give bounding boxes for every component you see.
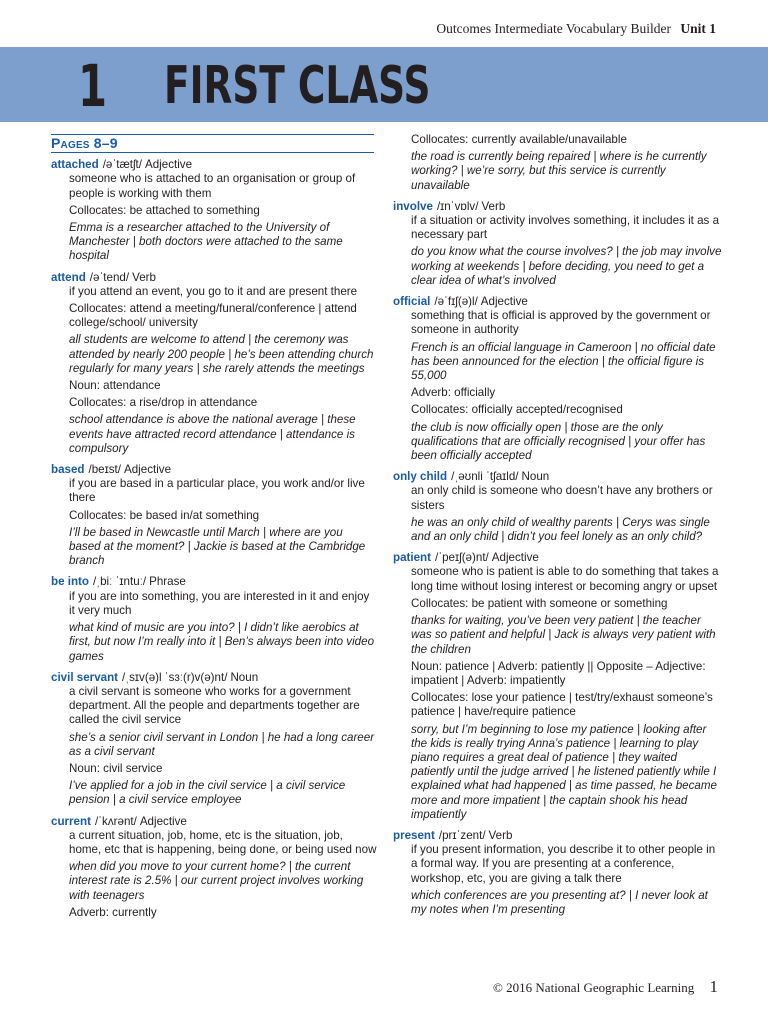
- definition-text: Adverb: officially: [411, 386, 496, 400]
- pronunciation: /ˈpeɪʃ(ə)nt/: [435, 551, 489, 565]
- entry-body: [69, 477, 377, 568]
- part-of-speech: Verb: [481, 199, 506, 213]
- entry-body: [411, 214, 723, 288]
- definition-text: if you attend an event, you go to it and are present there: [69, 284, 358, 298]
- entry-body: [411, 484, 723, 544]
- headword: involve: [393, 199, 433, 213]
- example-sentences: the road is currently being repaired | where is he currently working? | we’re sorry, but this service is currently unavailable: [411, 150, 707, 192]
- dictionary-entry: [51, 463, 377, 568]
- definition-text: someone who is patient is able to do something that takes a long time without losing interest or becoming angry or upset: [411, 565, 719, 593]
- definition-text: someone who is attached to an organisation or group of people is working with them: [69, 172, 356, 200]
- entry-body: [69, 829, 377, 920]
- entry-headline: [51, 158, 377, 172]
- part-of-speech: Verb: [488, 828, 513, 842]
- headword: attend: [51, 270, 86, 284]
- entry-headline: [393, 829, 723, 843]
- definition-text: something that is official is approved by the government or someone in authority: [411, 309, 711, 337]
- entry-headline: [51, 271, 377, 285]
- pronunciation: /ɪnˈvɒlv/: [436, 199, 479, 213]
- entry-headline: [51, 815, 377, 829]
- definition-text: Collocates: officially accepted/recognised: [411, 403, 623, 417]
- pronunciation: /ˈkʌrənt/: [94, 814, 137, 828]
- part-of-speech: Adjective: [491, 551, 539, 565]
- entry-body: [69, 685, 377, 808]
- unit-title: FIRST CLASS: [164, 56, 431, 116]
- definition-text: a current situation, job, home, etc is the situation, job, home, etc that is happening, being done, or being used now: [69, 828, 377, 856]
- pronunciation: /əˈfɪʃ(ə)l/: [434, 295, 478, 309]
- example-sentences: the club is now officially open | those are the only qualifications that are officially recognised | your offer has been officially accepted: [411, 420, 706, 463]
- example-sentences: I’ve applied for a job in the civil service | a civil service pension | a civil service employee: [69, 779, 346, 807]
- entry-body: [69, 285, 377, 456]
- headword: current: [51, 814, 91, 828]
- dictionary-entry: [51, 575, 377, 663]
- part-of-speech: Noun: [230, 670, 259, 684]
- definition-text: Collocates: a rise/drop in attendance: [69, 396, 258, 410]
- dictionary-entry: [393, 470, 723, 544]
- page-footer: [493, 977, 718, 997]
- pronunciation: /beɪst/: [88, 463, 121, 477]
- example-sentences: he was an only child of wealthy parents | Cerys was single and an only child | didn’t you feel lonely as an only child?: [411, 515, 710, 544]
- entry-headline: [51, 463, 377, 477]
- headword: patient: [393, 551, 432, 565]
- dictionary-entry: [51, 158, 377, 263]
- entry-headline: [393, 200, 723, 214]
- dictionary-entry: [393, 200, 723, 288]
- entry-body: [69, 172, 377, 263]
- example-sentences: she’s a senior civil servant in London | he had a long career as a civil servant: [69, 730, 375, 758]
- definition-text: Collocates: attend a meeting/funeral/conference | attend college/school/ university: [69, 302, 357, 330]
- entry-headline: [51, 575, 377, 589]
- dictionary-entry: [393, 829, 723, 917]
- part-of-speech: Phrase: [149, 575, 186, 589]
- headword: based: [51, 463, 85, 477]
- headword: official: [393, 295, 431, 309]
- example-sentences: do you know what the course involves? | the job may involve working at weekends | before deciding, you need to get a clear idea of what’s involved: [411, 245, 722, 287]
- dictionary-entry: [51, 271, 377, 456]
- dictionary-entry: [393, 551, 723, 822]
- pronunciation: /prɪˈzent/: [438, 828, 486, 842]
- definition-text: Noun: civil service: [69, 761, 163, 775]
- pronunciation: /əˈtend/: [89, 270, 130, 284]
- part-of-speech: Adjective: [480, 295, 528, 309]
- left-entries: [51, 158, 377, 920]
- unit-number: 1: [78, 52, 108, 120]
- entry-body: [411, 309, 723, 463]
- right-entries: [393, 200, 723, 917]
- copyright-text: © 2016 National Geographic Learning: [493, 980, 695, 995]
- example-sentences: what kind of music are you into? | I didn’t like aerobics at first, but now I’m really into it | Ben’s always been into video games: [69, 621, 375, 663]
- part-of-speech: Verb: [132, 270, 156, 284]
- headword: only child: [393, 470, 448, 484]
- headword: attached: [51, 158, 99, 172]
- example-sentences: French is an official language in Cameroon | no official date has been announced for the election | the official figure is 55,000: [411, 340, 716, 383]
- example-sentences: I’ll be based in Newcastle until March | where are you based at the moment? | Jackie is based at the Cambridge branch: [69, 525, 366, 568]
- unit-banner: [0, 47, 768, 122]
- pronunciation: /ˌsɪv(ə)l ˈsɜː(r)v(ə)nt/: [122, 670, 228, 684]
- entry-headline: [51, 671, 377, 685]
- left-column: [51, 133, 377, 927]
- definition-text: a civil servant is someone who works for a government department. All the people and departments together are called the civil service: [69, 684, 360, 727]
- section-heading: Pages 8–9: [51, 134, 374, 153]
- example-sentences: which conferences are you presenting at? | I never look at my notes when I’m presenting: [411, 888, 708, 916]
- pronunciation: /ˌbiː ˈɪntuː/: [93, 575, 147, 589]
- example-sentences: all students are welcome to attend | the ceremony was attended by nearly 200 people | he’s been attending church regularly for many years | she rarely attends the meetings: [69, 333, 374, 375]
- part-of-speech: Noun: [521, 470, 550, 484]
- running-head: [436, 21, 716, 37]
- part-of-speech: Adjective: [124, 463, 172, 477]
- definition-text: Collocates: be attached to something: [69, 203, 260, 217]
- dictionary-entry: [393, 295, 723, 463]
- example-sentences: when did you move to your current home? | the current interest rate is 2.5% | our current project involves working with teenagers: [69, 860, 364, 902]
- definition-text: if a situation or activity involves something, it includes it as a necessary part: [411, 214, 720, 242]
- pronunciation: /əˈtætʃt/: [102, 158, 142, 172]
- definition-text: if you present information, you describe it to other people in a formal way. If you are presenting at a conference, workshop, etc, you are giving a talk there: [411, 843, 716, 885]
- entry-body: [411, 843, 723, 917]
- part-of-speech: Adjective: [139, 814, 187, 828]
- entry-headline: [393, 470, 723, 484]
- definition-text: Collocates: be based in/at something: [69, 508, 260, 522]
- definition-text: if you are into something, you are interested in it and enjoy it very much: [69, 589, 370, 617]
- page-number: 1: [709, 977, 718, 996]
- headword: present: [393, 828, 435, 842]
- entry-body: [411, 565, 723, 821]
- example-sentences: Emma is a researcher attached to the University of Manchester | both doctors were attached to the same hospital: [69, 221, 343, 263]
- entry-headline: [393, 551, 723, 565]
- part-of-speech: Adjective: [145, 158, 193, 172]
- dictionary-entry: [51, 815, 377, 920]
- definition-text: an only child is someone who doesn’t have any brothers or sisters: [411, 484, 713, 512]
- unit-label: Unit 1: [680, 21, 716, 36]
- definition-text: Adverb: currently: [69, 905, 157, 919]
- dictionary-entry: [51, 671, 377, 808]
- headword: be into: [51, 575, 89, 589]
- entry-body: [69, 590, 377, 664]
- entry-headline: [393, 295, 723, 309]
- continuation-block: [411, 133, 723, 193]
- definition-text: if you are based in a particular place, you work and/or live there: [69, 477, 365, 505]
- example-sentences: thanks for waiting, you’ve been very patient | the teacher was so patient and helpful | Jack is always very patient with the children: [411, 614, 716, 656]
- example-sentences: sorry, but I’m beginning to lose my patience | looking after the kids is really trying Anna’s patience | learning to play piano requires a great deal of patience | they waited patiently until the judge arrived | he listened patiently while I explained what had happened | as time passed, he became more and more impatient | the captain shook his head impatiently: [411, 722, 717, 821]
- definition-text: Noun: patience | Adverb: patiently || Opposite – Adjective: impatient | Adverb: impatiently: [411, 659, 706, 687]
- definition-text: Noun: attendance: [69, 379, 161, 393]
- example-sentences: school attendance is above the national average | these events have attracted record attendance | attendance is compulsory: [69, 413, 356, 455]
- headword: civil servant: [51, 670, 119, 684]
- definition-text: Collocates: lose your patience | test/try/exhaust someone’s patience | have/require patience: [411, 691, 713, 719]
- pronunciation: /ˌəʊnli ˈtʃaɪld/: [451, 470, 519, 484]
- definition-text: Collocates: currently available/unavailable: [411, 133, 627, 146]
- book-title: Outcomes Intermediate Vocabulary Builder: [436, 21, 671, 36]
- definition-text: Collocates: be patient with someone or something: [411, 596, 668, 610]
- right-column: [393, 133, 723, 924]
